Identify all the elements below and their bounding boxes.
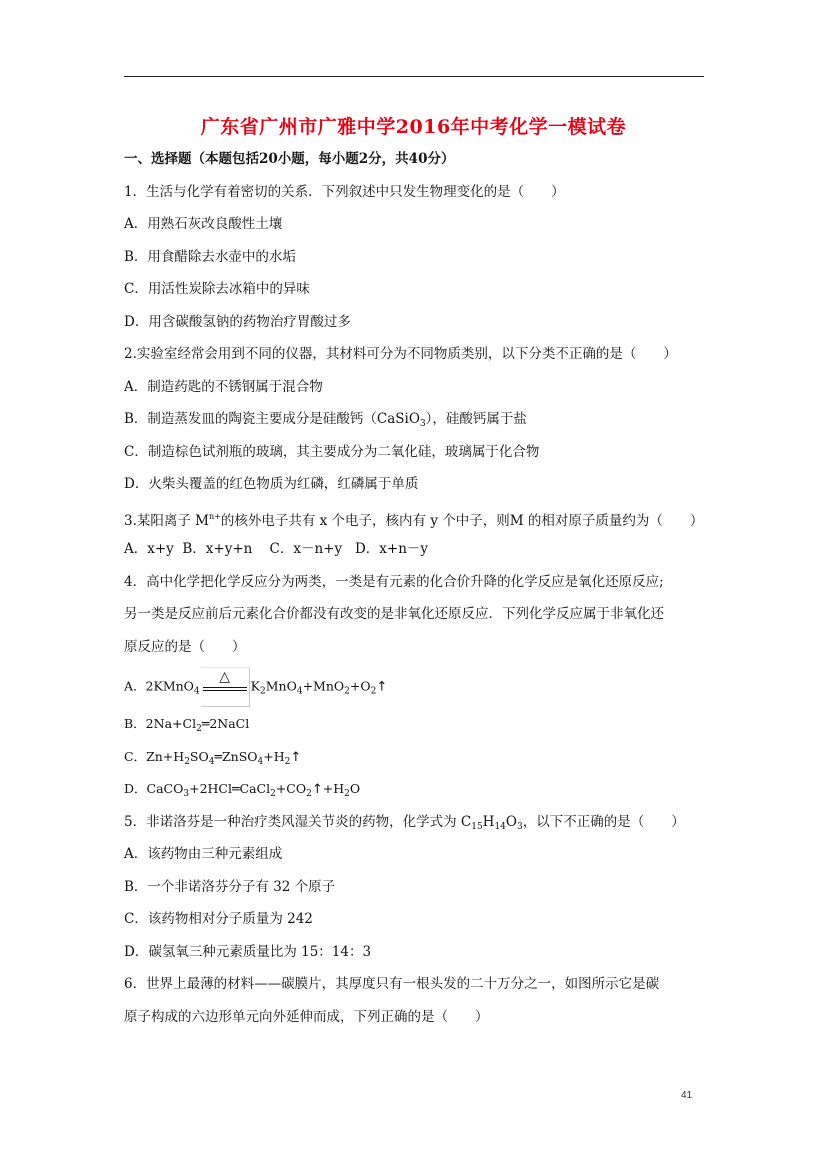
q1-option-b: B．用食醋除去水壶中的水垢 — [124, 249, 296, 265]
q4-option-d: D．$CaCO_3+2HCl═CaCl_2+CO_2↑+H_2O$ — [124, 781, 361, 799]
q1-option-a: A．用熟石灰改良酸性土壤 — [124, 216, 283, 232]
heat-triangle-icon: △ — [219, 669, 231, 685]
gas-arrow-icon: ↑ — [311, 782, 323, 797]
q5-option-b: B．一个非诺洛芬分子有 32 个原子 — [124, 879, 336, 895]
header-rule — [124, 76, 704, 77]
q2-stem: 2.实验室经常会用到不同的仪器，其材料可分为不同物质类别，以下分类不正确的是（ ） — [124, 346, 677, 362]
q2-option-d: D．火柴头覆盖的红色物质为红磷，红磷属于单质 — [124, 476, 419, 492]
q5-option-c: C．该药物相对分子质量为 242 — [124, 911, 313, 927]
page-title: 广东省广州市广雅中学2016年中考化学一模试卷 — [200, 116, 627, 138]
q1-stem: 1．生活与化学有着密切的关系．下列叙述中只发生物理变化的是（ ） — [124, 184, 565, 200]
q4-stem-line1: 4．高中化学把化学反应分为两类，一类是有元素的化合价升降的化学反应是氧化还原反应; — [124, 574, 664, 590]
page-number: 41 — [681, 1090, 693, 1101]
section-heading: 一、选择题（本题包括20小题，每小题2分，共40分） — [124, 151, 455, 167]
q4-option-a: A．2KMnO$_4$ △ $K_2MnO_4+MnO_2+O_2↑$ — [124, 667, 387, 711]
q5-option-a: A．该药物由三种元素组成 — [124, 846, 283, 862]
q6-stem-line1: 6．世界上最薄的材料——碳膜片，其厚度只有一根头发的二十万分之一，如图所示它是碳 — [124, 976, 660, 992]
q4-option-c: C．$Zn+H_2SO_4═ZnSO_4+H_2↑$ — [124, 749, 302, 767]
q3-options: A．x+y B．x+y+n C．x－n+y D．x+n－y — [124, 541, 429, 557]
q4-option-b: B．$2Na+Cl_2═2NaCl$ — [124, 716, 250, 734]
q5-stem: 5．非诺洛芬是一种治疗类风湿关节炎的药物，化学式为 $C_{15}H_{14}O_3$，以下不正确的是（ ） — [124, 814, 685, 832]
q1-option-d: D．用含碳酸氢钠的药物治疗胃酸过多 — [124, 314, 351, 330]
reaction-condition-box — [201, 667, 250, 707]
q5-option-d: D．碳氢氧三种元素质量比为 15：14：3 — [124, 944, 372, 960]
q6-stem-line2: 原子构成的六边形单元向外延伸而成，下列正确的是（ ） — [124, 1009, 489, 1025]
q1-option-c: C．用活性炭除去冰箱中的异味 — [124, 281, 310, 297]
q2-option-a: A．制造药匙的不锈钢属于混合物 — [124, 379, 323, 395]
q4-stem-line3: 原反应的是（ ） — [124, 639, 246, 655]
gas-arrow-icon: ↑ — [290, 750, 302, 765]
q2-option-c: C．制造棕色试剂瓶的玻璃，其主要成分为二氧化硅，玻璃属于化合物 — [124, 444, 540, 460]
q2-option-b: B．制造蒸发皿的陶瓷主要成分是硅酸钙（CaSiO$_3$），硅酸钙属于盐 — [124, 411, 527, 429]
q4-stem-line2: 另一类是反应前后元素化合价都没有改变的是非氧化还原反应．下列化学反应属于非氧化还 — [124, 606, 664, 622]
gas-arrow-icon: ↑ — [376, 679, 388, 695]
q3-stem: 3.某阳离子 $M^{n+}$的核外电子共有 x 个电子，核内有 y 个中子，则M 的相对原子质量约为（ ） — [124, 512, 704, 529]
